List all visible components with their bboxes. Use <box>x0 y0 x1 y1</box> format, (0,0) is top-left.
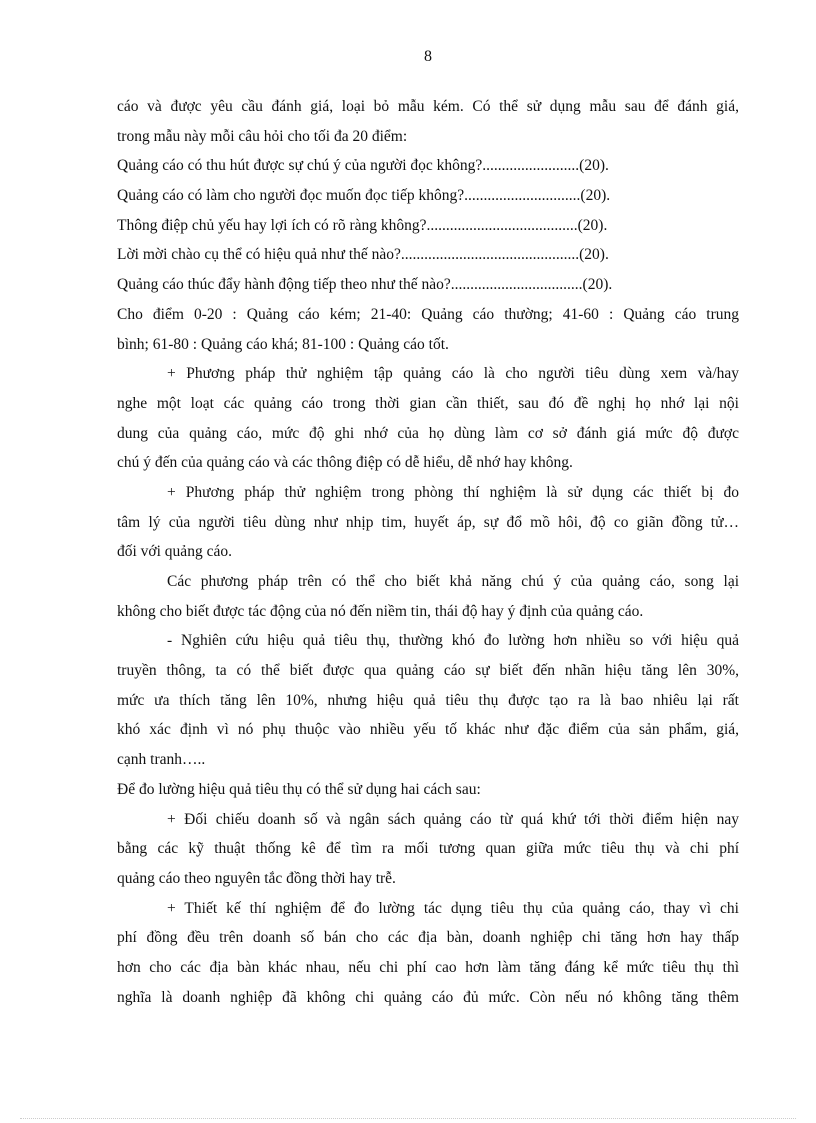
text-line: - Nghiên cứu hiệu quả tiêu thụ, thường khó đo lường hơn nhiều so với hiệu quả <box>167 632 739 650</box>
text-line: cáo và được yêu cầu đánh giá, loại bỏ mẫu kém. Có thể sử dụng mẫu sau để đánh giá, <box>117 98 739 115</box>
text-line: đối với quảng cáo. <box>117 543 232 561</box>
page-bottom-divider <box>20 1118 796 1119</box>
text-line: mức ưa thích tăng lên 10%, nhưng hiệu quả tiêu thụ được tạo ra là bao nhiêu lại rất <box>117 691 739 709</box>
text-line: phí đồng đều trên doanh số bán cho các địa bàn, doanh nghiệp chi tăng hơn hay thấp <box>117 929 739 947</box>
text-line: Quảng cáo có thu hút được sự chú ý của người đọc không?.........................(20). <box>117 157 609 175</box>
text-line: bình; 61-80 : Quảng cáo khá; 81-100 : Quảng cáo tốt. <box>117 335 449 353</box>
text-line: chú ý đến của quảng cáo và các thông điệp có dễ hiểu, dễ nhớ hay không. <box>117 454 573 472</box>
text-line: Quảng cáo có làm cho người đọc muốn đọc tiếp không?..............................(20). <box>117 187 611 205</box>
text-line: khó xác định vì nó phụ thuộc vào nhiều yếu tố khác như đặc điểm của sản phẩm, giá, <box>117 721 739 739</box>
text-line: Quảng cáo thúc đẩy hành động tiếp theo như thế nào?..................................(20). <box>117 276 613 294</box>
text-line: tâm lý của người tiêu dùng như nhịp tim, huyết áp, sự đổ mồ hôi, độ co giãn đồng tử… <box>117 513 739 531</box>
text-line: Các phương pháp trên có thể cho biết khả năng chú ý của quảng cáo, song lại <box>167 573 739 590</box>
text-line: Cho điểm 0-20 : Quảng cáo kém; 21-40: Quảng cáo thường; 41-60 : Quảng cáo trung <box>117 305 739 323</box>
page-number: 8 <box>424 48 432 65</box>
text-line: cạnh tranh….. <box>117 751 206 769</box>
text-line: bằng các kỹ thuật thống kê để tìm ra mối tương quan giữa mức tiêu thụ và chi phí <box>117 840 739 858</box>
text-line: trong mẫu này mỗi câu hỏi cho tối đa 20 điểm: <box>117 127 408 145</box>
text-line: Lời mời chào cụ thể có hiệu quả như thế nào?..............................................(20). <box>117 246 609 264</box>
text-line: quảng cáo theo nguyên tắc đồng thời hay trễ. <box>117 869 396 887</box>
text-line: nghe một loạt các quảng cáo trong thời gian cần thiết, sau đó đề nghị họ nhớ lại nội <box>117 394 739 412</box>
text-line: không cho biết được tác động của nó đến niềm tin, thái độ hay ý định của quảng cáo. <box>117 602 644 620</box>
text-line: hơn cho các địa bàn khác nhau, nếu chi phí cao hơn làm tăng đáng kể mức tiêu thụ thì <box>117 958 739 976</box>
text-line: truyền thông, ta có thể biết được qua quảng cáo sự biết đến nhãn hiệu tăng lên 30%, <box>117 662 739 680</box>
page-body <box>117 92 739 1012</box>
text-line: Để đo lường hiệu quả tiêu thụ có thể sử dụng hai cách sau: <box>117 780 481 798</box>
text-line: + Phương pháp thử nghiệm trong phòng thí nghiệm là sử dụng các thiết bị đo <box>167 483 739 501</box>
text-line: + Phương pháp thử nghiệm tập quảng cáo là cho người tiêu dùng xem và/hay <box>167 365 739 383</box>
text-line: dung của quảng cáo, mức độ ghi nhớ của họ dùng làm cơ sở đánh giá mức độ được <box>117 424 739 442</box>
text-line: + Đối chiếu doanh số và ngân sách quảng cáo từ quá khứ tới thời điểm hiện nay <box>167 810 739 828</box>
text-line: + Thiết kế thí nghiệm để đo lường tác dụng tiêu thụ của quảng cáo, thay vì chi <box>167 899 739 917</box>
text-line: nghĩa là doanh nghiệp đã không chi quảng cáo đủ mức. Còn nếu nó không tăng thêm <box>117 988 739 1006</box>
text-line: Thông điệp chủ yếu hay lợi ích có rõ ràng không?.......................................(20). <box>117 216 608 234</box>
